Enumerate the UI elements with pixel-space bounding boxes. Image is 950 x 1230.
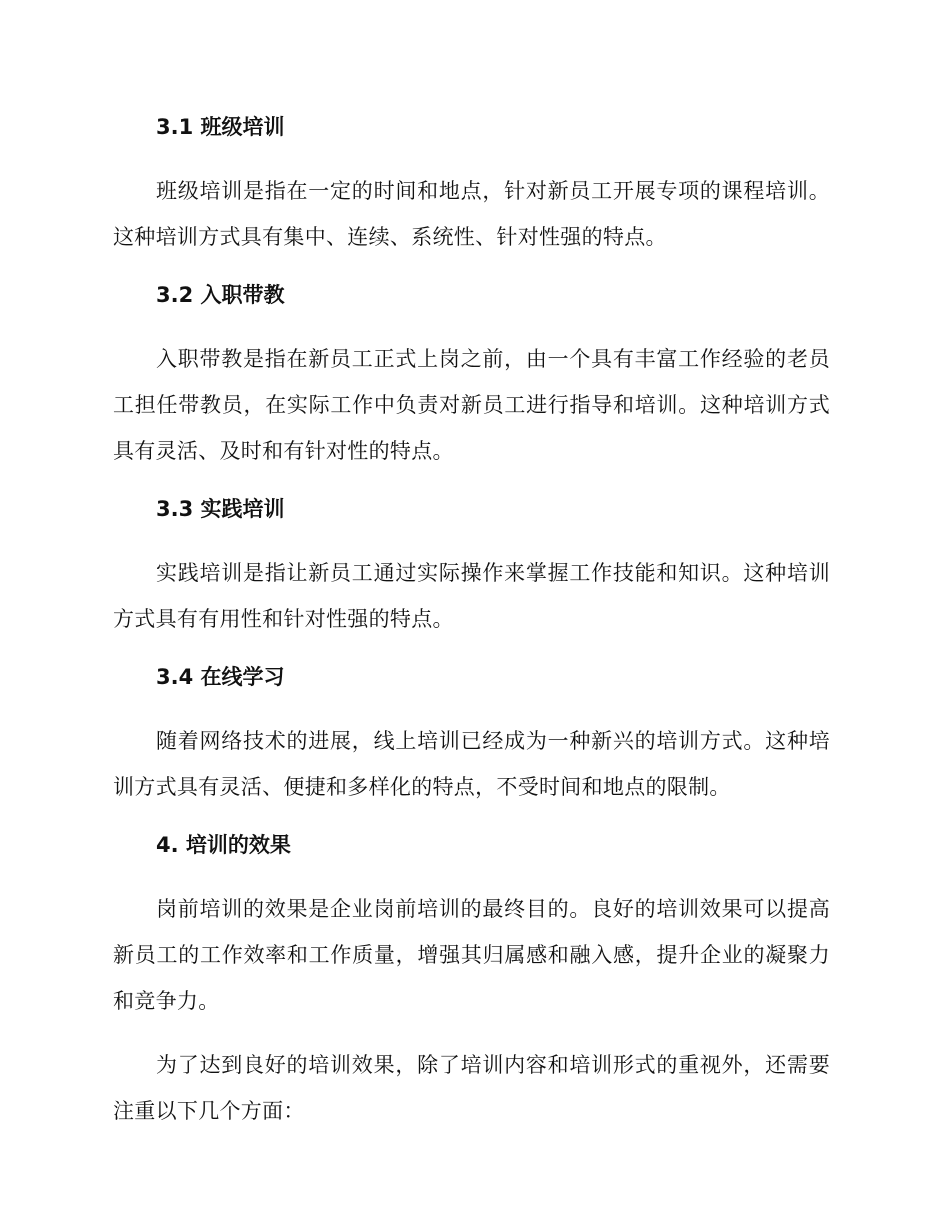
section-paragraph-3-2: 入职带教是指在新员工正式上岗之前，由一个具有丰富工作经验的老员工担任带教员，在实际工作中负责对新员工进行指导和培训。这种培训方式具有灵活、及时和有针对性的特点。: [113, 347, 830, 463]
section-heading-3-2: 3.2 入职带教: [156, 283, 285, 307]
section-paragraph-3-1: 班级培训是指在一定的时间和地点，针对新员工开展专项的课程培训。这种培训方式具有集中、连续、系统性、针对性强的特点。: [113, 179, 830, 249]
section-paragraph-4: 岗前培训的效果是企业岗前培训的最终目的。良好的培训效果可以提高新员工的工作效率和工作质量，增强其归属感和融入感，提升企业的凝聚力和竞争力。: [113, 897, 830, 1013]
section-heading-4: 4. 培训的效果: [156, 833, 291, 857]
section-heading-3-4: 3.4 在线学习: [156, 665, 285, 689]
section-heading-3-1: 3.1 班级培训: [156, 115, 285, 139]
section-paragraph-3-4: 随着网络技术的进展，线上培训已经成为一种新兴的培训方式。这种培训方式具有灵活、便捷和多样化的特点，不受时间和地点的限制。: [113, 729, 830, 799]
closing-paragraph: 为了达到良好的培训效果，除了培训内容和培训形式的重视外，还需要注重以下几个方面：: [113, 1053, 830, 1123]
section-paragraph-3-3: 实践培训是指让新员工通过实际操作来掌握工作技能和知识。这种培训方式具有有用性和针对性强的特点。: [113, 561, 830, 631]
section-heading-3-3: 3.3 实践培训: [156, 497, 285, 521]
